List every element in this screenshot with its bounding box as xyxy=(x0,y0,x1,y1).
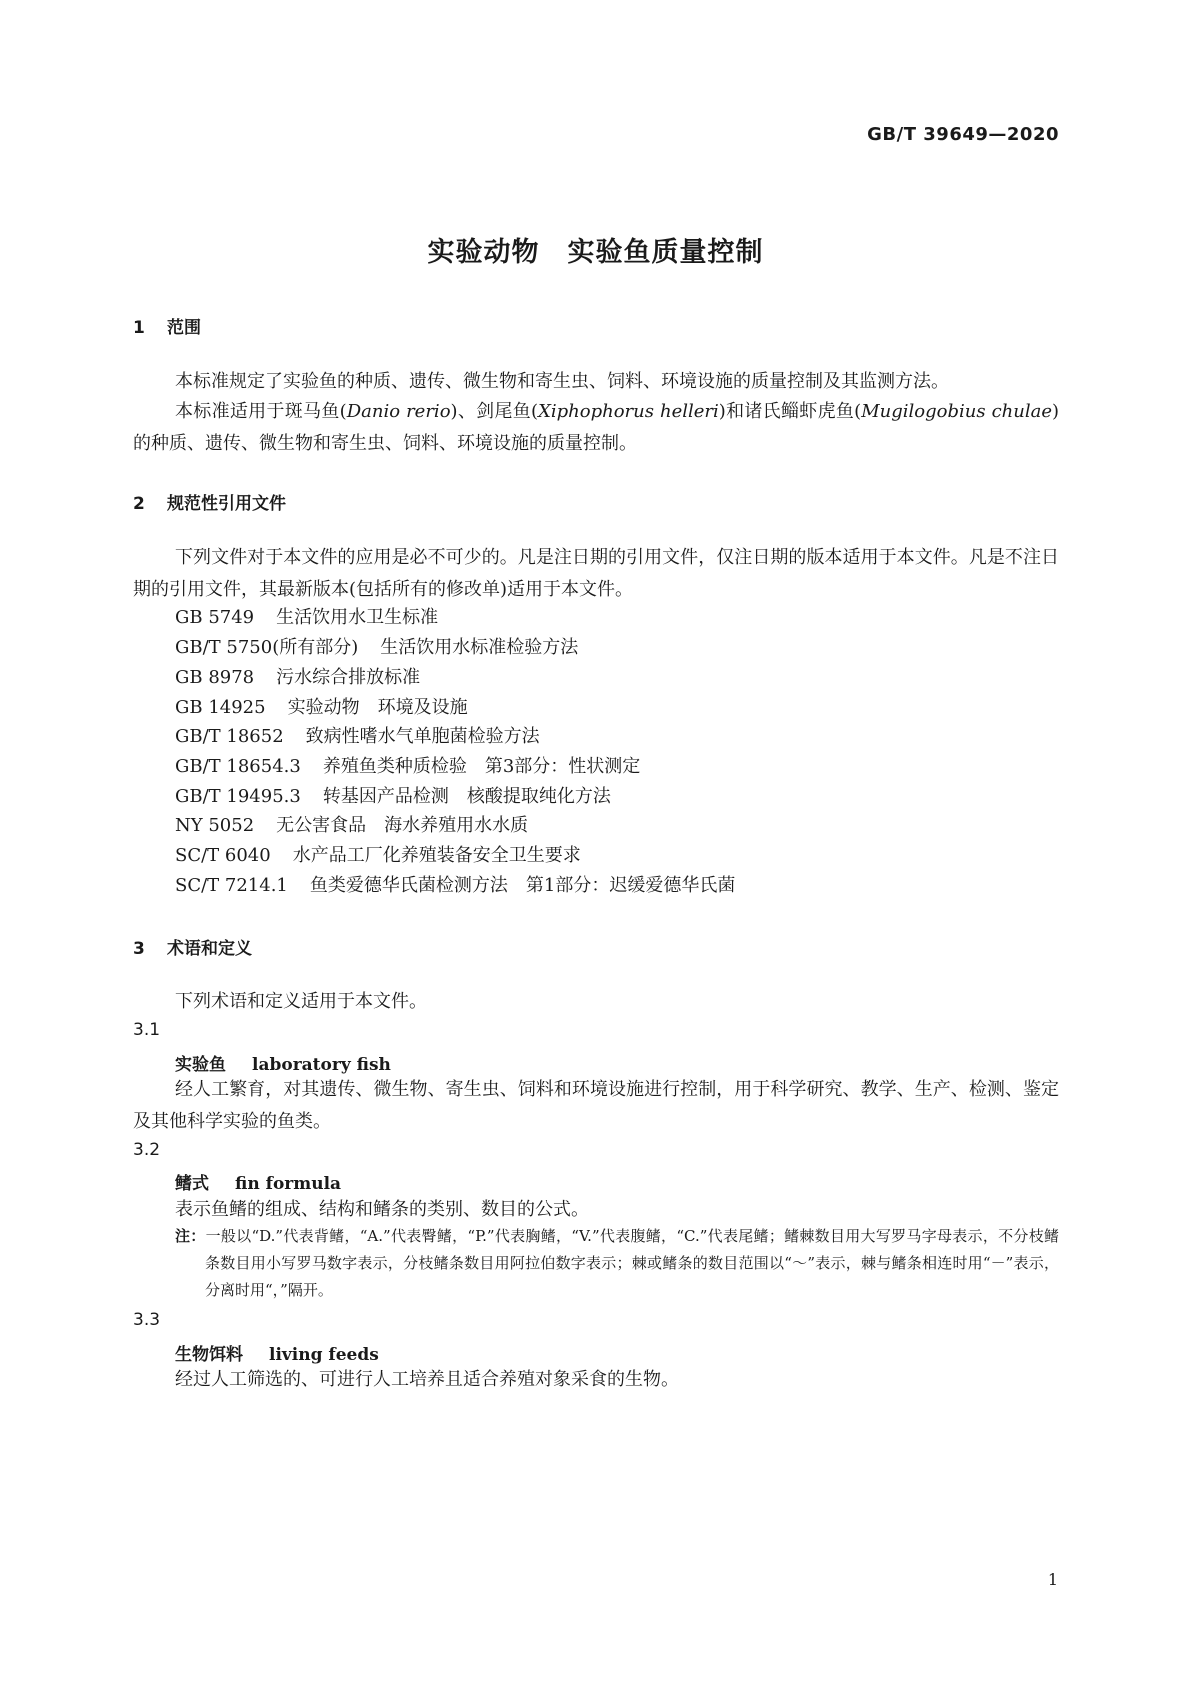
note-text: 一般以“D.”代表背鳍，“A.”代表臀鳍，“P.”代表胸鳍，“V.”代表腹鳍，“C.”代表尾鳍；鳍棘数目用大写罗马字母表示，不分枝鳍条数目用小写罗马数字表示，分枝鳍条数目用阿拉伯数字表示；棘或鳍条的数目范围以“～”表示，棘与鳍条相连时用“－”表示，分离时用“，”隔开。 xyxy=(205,1227,1059,1299)
term-number: 3.2 xyxy=(133,1140,161,1160)
term-definition: 经人工繁育，对其遗传、微生物、寄生虫、饲料和环境设施进行控制，用于科学研究、教学、生产、检测、鉴定及其他科学实验的鱼类。 xyxy=(133,1079,1059,1132)
section-title: 术语和定义 xyxy=(167,939,252,959)
term-definition: 表示鱼鳍的组成、结构和鳍条的类别、数目的公式。 xyxy=(175,1199,589,1220)
reference-item: GB/T 19495.3 转基因产品检测 核酸提取纯化方法 xyxy=(175,786,611,807)
section-1-heading xyxy=(133,313,201,338)
species-name: Danio rerio xyxy=(346,401,451,422)
term-heading: 生物饵料 living feeds xyxy=(175,1345,379,1365)
term-definition: 经过人工筛选的、可进行人工培养且适合养殖对象采食的生物。 xyxy=(175,1369,679,1390)
term-heading: 鳍式 fin formula xyxy=(175,1174,342,1194)
reference-item: SC/T 6040 水产品工厂化养殖装备安全卫生要求 xyxy=(175,845,581,866)
reference-item: GB/T 18652 致病性嗜水气单胞菌检验方法 xyxy=(175,726,540,747)
section-title: 规范性引用文件 xyxy=(167,494,286,514)
term-number: 3.1 xyxy=(133,1020,161,1040)
normative-intro: 下列文件对于本文件的应用是必不可少的。凡是注日期的引用文件，仅注日期的版本适用于本文件。凡是不注日期的引用文件，其最新版本(包括所有的修改单)适用于本文件。 xyxy=(133,547,1059,600)
terms-intro: 下列术语和定义适用于本文件。 xyxy=(175,991,427,1012)
section-number: 1 xyxy=(133,318,145,338)
reference-item: GB 5749 生活饮用水卫生标准 xyxy=(175,607,439,628)
section-3-heading xyxy=(133,934,252,959)
scope-paragraph-1: 本标准规定了实验鱼的种质、遗传、微生物和寄生虫、饲料、环境设施的质量控制及其监测方法。 xyxy=(175,371,949,392)
reference-item: GB 8978 污水综合排放标准 xyxy=(175,667,421,688)
term-number: 3.3 xyxy=(133,1310,161,1330)
section-number: 2 xyxy=(133,494,145,514)
term-heading: 实验鱼 laboratory fish xyxy=(175,1055,391,1075)
page-number: 1 xyxy=(1047,1570,1058,1589)
section-2-heading xyxy=(133,489,286,514)
scope-paragraph-2: 本标准适用于斑马鱼(Danio rerio)、剑尾鱼(Xiphophorus helleri)和诸氏鲻虾虎鱼(Mugilogobius chulae)的种质、遗传、微生物和寄生虫、饲料、环境设施的质量控制。 xyxy=(133,401,1060,454)
reference-item: GB/T 18654.3 养殖鱼类种质检验 第3部分：性状测定 xyxy=(175,756,641,777)
reference-item: NY 5052 无公害食品 海水养殖用水水质 xyxy=(175,815,529,836)
standard-number: GB/T 39649—2020 xyxy=(867,124,1059,145)
species-name: Xiphophorus helleri xyxy=(538,401,719,422)
reference-item: GB/T 5750(所有部分) 生活饮用水标准检验方法 xyxy=(175,637,579,658)
document-title: 实验动物 实验鱼质量控制 xyxy=(427,237,764,268)
note-label: 注： xyxy=(175,1227,206,1245)
reference-item: GB 14925 实验动物 环境及设施 xyxy=(175,697,468,718)
term-note xyxy=(175,1223,1059,1304)
section-number: 3 xyxy=(133,939,145,959)
species-name: Mugilogobius chulae xyxy=(861,401,1052,422)
reference-item: SC/T 7214.1 鱼类爱德华氏菌检测方法 第1部分：迟缓爱德华氏菌 xyxy=(175,875,736,896)
section-title: 范围 xyxy=(167,318,201,338)
